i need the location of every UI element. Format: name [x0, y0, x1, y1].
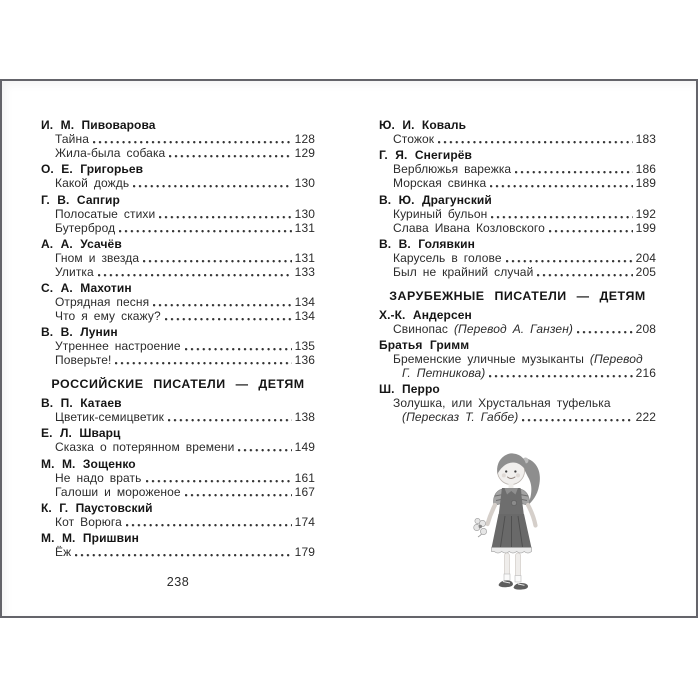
toc-author: И. М. Пивоварова — [41, 118, 156, 133]
toc-page-ref: 149 — [294, 440, 315, 455]
toc-entry-text: Был не крайний случай — [393, 264, 534, 279]
toc-entry — [41, 471, 315, 485]
toc-entry-title — [55, 309, 161, 323]
toc-entry-text: Не надо врать — [55, 470, 142, 485]
toc-page-ref: 183 — [635, 132, 656, 147]
toc-entry-text: Бутерброд — [55, 220, 116, 235]
toc-entry-text: Слава Ивана Козловского — [393, 220, 545, 235]
toc-entry — [41, 251, 315, 265]
toc-author: Ю. И. Коваль — [379, 118, 467, 133]
toc-entry-title — [55, 295, 149, 309]
toc-entry — [41, 295, 315, 309]
girl-blush-left — [502, 473, 506, 477]
toc-entry — [41, 440, 315, 454]
toc-page-ref: 129 — [294, 146, 315, 161]
girl-blush-right — [516, 473, 520, 477]
toc-entry — [379, 162, 656, 176]
toc-page-ref: 136 — [294, 353, 315, 368]
toc-author: Г. Я. Снегирёв — [379, 148, 473, 163]
dotted-leader — [522, 410, 632, 424]
toc-entry-title — [393, 207, 487, 221]
toc-entry — [41, 353, 315, 367]
dotted-leader — [153, 295, 291, 309]
toc-author: Г. В. Сапгир — [41, 192, 120, 207]
girl-eye-right — [514, 470, 516, 472]
dotted-leader — [126, 515, 292, 529]
toc-entry — [41, 146, 315, 160]
girl-sock-left — [504, 574, 510, 581]
toc-author: В. П. Катаев — [41, 396, 122, 411]
toc-entry — [379, 396, 656, 410]
toc-page-ref: 199 — [635, 220, 656, 235]
toc-entry-text: Морская свинка — [393, 176, 487, 191]
toc-entry-text: Поверьте! — [55, 353, 112, 368]
girl-leg-right — [516, 553, 521, 577]
girl-eye-left — [505, 470, 507, 472]
girl-bodice — [499, 488, 525, 516]
dotted-leader — [93, 132, 292, 146]
toc-entry — [41, 221, 315, 235]
toc-entry-title — [55, 176, 129, 190]
dotted-leader — [438, 132, 633, 146]
toc-entry-text: Какой дождь — [55, 176, 130, 191]
toc-entry-title — [55, 207, 155, 221]
toc-column-right — [379, 116, 656, 424]
toc-entry — [41, 485, 315, 499]
toc-entry-text: Полосатые стихи — [55, 206, 156, 221]
toc-entry-text: Цветик-семицветик — [55, 410, 165, 425]
toc-entry-title — [55, 339, 181, 353]
dotted-leader — [119, 221, 291, 235]
toc-entry-title — [393, 352, 643, 366]
dotted-leader — [185, 485, 292, 499]
toc-entry-text: Утреннее настроение — [55, 339, 181, 354]
toc-entry-title — [393, 162, 511, 176]
toc-entry-title — [393, 251, 502, 265]
toc-entry-text: Галоши и мороженое — [55, 484, 181, 499]
toc-author: А. А. Усачёв — [41, 236, 122, 251]
toc-page-ref: 205 — [635, 264, 656, 279]
toc-author: В. В. Лунин — [41, 325, 118, 340]
dotted-leader — [577, 322, 633, 336]
toc-entry-text: Верблюжья варежка — [393, 162, 512, 177]
toc-author: Е. Л. Шварц — [41, 426, 121, 441]
toc-entry-text: Стожок — [393, 132, 435, 147]
toc-author: К. Г. Паустовский — [41, 500, 153, 515]
toc-entry-title — [55, 221, 115, 235]
girl-sock-right — [515, 576, 521, 583]
toc-author: В. Ю. Драгунский — [379, 192, 492, 207]
toc-page-ref: 130 — [294, 176, 315, 191]
toc-entry-text: Карусель в голове — [393, 250, 502, 265]
toc-entry-text: Что я ему скажу? — [55, 308, 161, 323]
toc-entry — [379, 207, 656, 221]
girl-shoe-left — [499, 581, 514, 588]
toc-author: М. М. Зощенко — [41, 456, 136, 471]
toc-author: М. М. Пришвин — [41, 530, 139, 545]
dotted-leader — [549, 221, 633, 235]
toc-entry-title — [55, 353, 111, 367]
toc-entry-title — [402, 410, 518, 424]
toc-entry-title — [55, 132, 89, 146]
toc-entry-title — [393, 322, 573, 336]
toc-entry-text: Жила-была собака — [55, 146, 166, 161]
toc-page-ref: 204 — [635, 250, 656, 265]
dotted-leader — [146, 471, 292, 485]
toc-page-ref: 131 — [294, 250, 315, 265]
toc-author: Братья Гримм — [379, 337, 470, 352]
toc-entry-text: Золушка, или Хрустальная туфелька — [393, 396, 611, 411]
toc-entry-text: Свинопас — [393, 321, 454, 336]
section-heading: РОССИЙСКИЕ ПИСАТЕЛИ — ДЕТЯМ — [51, 377, 305, 392]
dotted-leader — [185, 339, 292, 353]
toc-entry-text: Бременские уличные музыканты — [393, 351, 590, 366]
toc-entry — [41, 207, 315, 221]
dotted-leader — [168, 410, 292, 424]
girl-leg-left — [505, 553, 510, 577]
toc-entry-title — [55, 545, 71, 559]
toc-page-ref: 130 — [294, 206, 315, 221]
toc-entry — [379, 251, 656, 265]
toc-author: О. Е. Григорьев — [41, 162, 144, 177]
toc-entry — [379, 366, 656, 380]
dotted-leader — [506, 251, 633, 265]
dotted-leader — [75, 545, 291, 559]
toc-entry — [41, 309, 315, 323]
toc-entry-text: Гном и звезда — [55, 250, 140, 265]
toc-page-ref: 131 — [294, 220, 315, 235]
skirt-frill — [492, 548, 532, 554]
toc-author: Х.-К. Андерсен — [379, 307, 472, 322]
dotted-leader — [115, 353, 291, 367]
toc-entry — [41, 545, 315, 559]
flower — [474, 518, 487, 537]
dotted-leader — [491, 207, 632, 221]
toc-entry — [41, 339, 315, 353]
toc-page-ref: 134 — [294, 308, 315, 323]
toc-entry-text: Улитка — [55, 264, 94, 279]
toc-entry-title — [393, 132, 434, 146]
toc-author: В. В. Голявкин — [379, 236, 475, 251]
toc-entry-title — [393, 176, 486, 190]
girl-arm-left — [488, 505, 496, 524]
toc-page-ref: 216 — [635, 365, 656, 380]
toc-column-left — [41, 116, 315, 559]
toc-entry-text: Кот Ворюга — [55, 514, 122, 529]
toc-page-ref: 186 — [635, 162, 656, 177]
toc-page-ref: 135 — [294, 339, 315, 354]
toc-entry-text: Куриный бульон — [393, 206, 488, 221]
toc-page-ref: 128 — [294, 132, 315, 147]
toc-entry-title — [55, 251, 139, 265]
toc-entry — [41, 515, 315, 529]
toc-entry-note: (Перевод А. Ганзен) — [453, 321, 574, 336]
girl-illustration — [462, 447, 562, 595]
dotted-leader — [133, 176, 291, 190]
toc-entry — [379, 352, 656, 366]
toc-page-ref: 189 — [635, 176, 656, 191]
toc-entry-title — [55, 410, 164, 424]
toc-entry-text: Сказка о потерянном времени — [55, 440, 235, 455]
toc-entry-text: Тайна — [55, 132, 89, 147]
toc-entry — [41, 265, 315, 279]
toc-page-ref: 133 — [294, 264, 315, 279]
toc-entry-title — [55, 471, 142, 485]
toc-entry-title — [393, 396, 611, 410]
dotted-leader — [165, 309, 292, 323]
toc-entry-text: Отрядная песня — [55, 294, 150, 309]
toc-entry-title — [55, 515, 122, 529]
toc-entry-text: Ёж — [55, 544, 72, 559]
section-heading: ЗАРУБЕЖНЫЕ ПИСАТЕЛИ — ДЕТЯМ — [389, 288, 646, 303]
girl-neck — [509, 484, 514, 489]
toc-page-ref: 134 — [294, 294, 315, 309]
toc-entry — [379, 265, 656, 279]
dotted-leader — [490, 176, 632, 190]
toc-page-ref: 138 — [294, 410, 315, 425]
dotted-leader — [159, 207, 291, 221]
toc-page-ref: 174 — [294, 514, 315, 529]
toc-entry — [379, 221, 656, 235]
page-number: 238 — [166, 575, 190, 589]
toc-entry-title — [55, 440, 234, 454]
toc-entry-note: Г. Петникова) — [402, 365, 486, 380]
toc-page-ref: 222 — [635, 410, 656, 425]
toc-entry-title — [393, 221, 545, 235]
girl-arm-right — [528, 505, 536, 526]
toc-page-ref: 179 — [294, 544, 315, 559]
toc-entry-title — [55, 485, 181, 499]
toc-entry-title — [55, 146, 165, 160]
toc-entry — [41, 410, 315, 424]
toc-page-ref: 208 — [635, 321, 656, 336]
book-page — [0, 79, 698, 618]
toc-entry — [379, 132, 656, 146]
toc-entry-note: (Перевод — [589, 351, 643, 366]
toc-page-ref: 192 — [635, 206, 656, 221]
dotted-leader — [98, 265, 292, 279]
toc-page-ref: 167 — [294, 484, 315, 499]
toc-entry — [379, 410, 656, 424]
toc-page-ref: 161 — [294, 470, 315, 485]
toc-entry — [379, 176, 656, 190]
toc-author: Ш. Перро — [379, 382, 440, 397]
toc-entry-title — [55, 265, 94, 279]
toc-entry-note: (Пересказ Т. Габбе) — [402, 410, 519, 425]
toc-entry-title — [402, 366, 485, 380]
toc-entry — [379, 322, 656, 336]
dotted-leader — [169, 146, 291, 160]
bodice-button — [511, 500, 516, 505]
toc-entry — [41, 176, 315, 190]
dotted-leader — [238, 440, 291, 454]
dotted-leader — [515, 162, 632, 176]
toc-entry-title — [393, 265, 533, 279]
toc-entry — [41, 132, 315, 146]
dotted-leader — [537, 265, 632, 279]
girl-shoe-right — [514, 583, 529, 590]
dotted-leader — [143, 251, 292, 265]
toc-author: С. А. Махотин — [41, 280, 132, 295]
dotted-leader — [489, 366, 632, 380]
